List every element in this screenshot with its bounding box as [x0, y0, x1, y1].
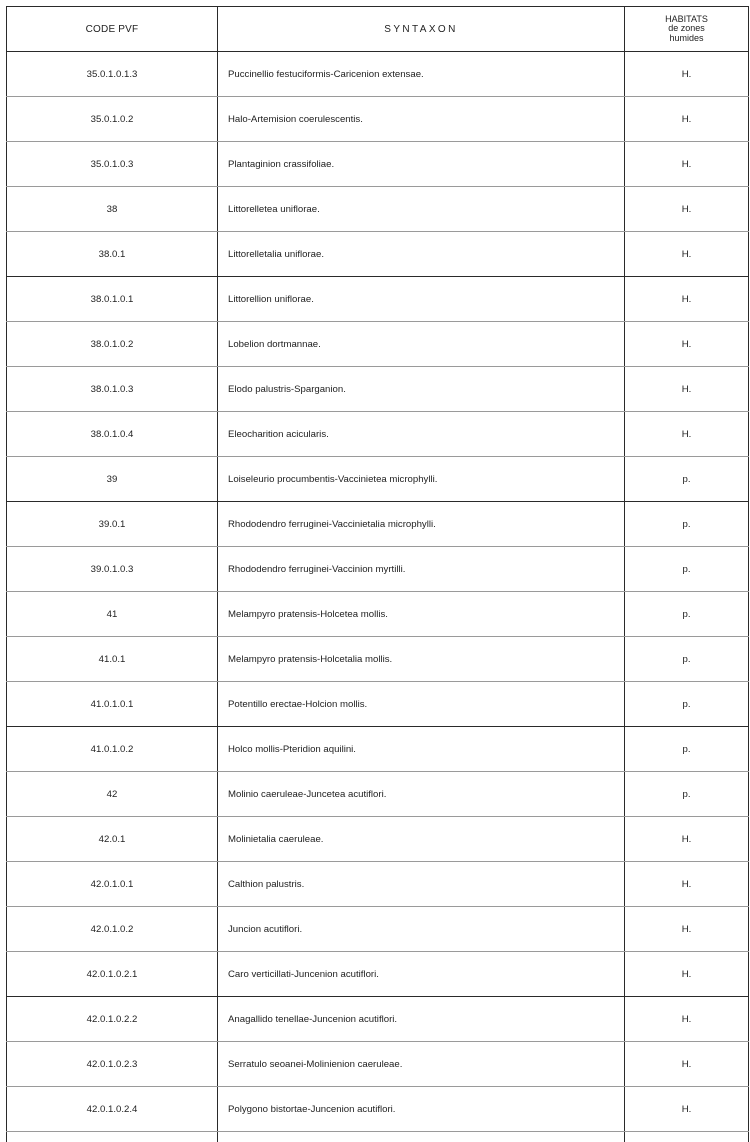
table-row: [7, 817, 749, 862]
row-code: 42.0.1.0.2.1: [7, 952, 218, 997]
row-code: 38.0.1: [7, 232, 218, 277]
table-row: [7, 1087, 749, 1132]
table-row: [7, 322, 749, 367]
row-code: 42.0.1.0.2: [7, 907, 218, 952]
row-syntaxon: Puccinellio festuciformis-Caricenion extensae.: [218, 52, 625, 97]
row-syntaxon: Molinietalia caeruleae.: [218, 817, 625, 862]
row-syntaxon: Holco mollis-Pteridion aquilini.: [218, 727, 625, 772]
table-row: [7, 727, 749, 772]
table-row: [7, 232, 749, 277]
row-syntaxon: Anagallido tenellae-Juncenion acutiflori.: [218, 997, 625, 1042]
row-syntaxon: Loiseleurio procumbentis-Vaccinietea microphylli.: [218, 457, 625, 502]
row-syntaxon: Polygono bistortae-Juncenion acutiflori.: [218, 1087, 625, 1132]
row-syntaxon: Eleocharition acicularis.: [218, 412, 625, 457]
table-row: [7, 1042, 749, 1087]
header-habitats-line2: de zones: [625, 24, 748, 34]
table-row: [7, 142, 749, 187]
row-syntaxon: Plantaginion crassifoliae.: [218, 142, 625, 187]
row-syntaxon: Rhododendro ferruginei-Vaccinietalia microphylli.: [218, 502, 625, 547]
row-code: 42.0.1: [7, 817, 218, 862]
row-habitat: H.: [625, 907, 749, 952]
row-code: 38.0.1.0.4: [7, 412, 218, 457]
table-row: [7, 772, 749, 817]
header-habitats-line3: humides: [625, 34, 748, 44]
row-syntaxon: Melampyro pratensis-Holcetea mollis.: [218, 592, 625, 637]
table-row: [7, 52, 749, 97]
table-row: [7, 97, 749, 142]
row-syntaxon: Melampyro pratensis-Holcetalia mollis.: [218, 637, 625, 682]
table-row: [7, 502, 749, 547]
row-code: 35.0.1.0.1.3: [7, 52, 218, 97]
header-habitats-line1: HABITATS: [625, 15, 748, 25]
row-habitat: p.: [625, 457, 749, 502]
row-code: 42: [7, 772, 218, 817]
row-code: 38.0.1.0.1: [7, 277, 218, 322]
row-syntaxon: Caro verticillati-Juncenion acutiflori.: [218, 952, 625, 997]
row-habitat: H.: [625, 277, 749, 322]
row-habitat: H.: [625, 997, 749, 1042]
row-habitat: p.: [625, 682, 749, 727]
row-code: 39.0.1.0.3: [7, 547, 218, 592]
row-habitat: H.: [625, 412, 749, 457]
row-syntaxon: Molinio caeruleae-Juncetea acutiflori.: [218, 772, 625, 817]
row-habitat: H.: [625, 97, 749, 142]
row-code: 41.0.1: [7, 637, 218, 682]
syntaxon-table: [6, 6, 749, 1142]
row-syntaxon: Littorellion uniflorae.: [218, 277, 625, 322]
row-syntaxon: Calthion palustris.: [218, 862, 625, 907]
table-row: [7, 547, 749, 592]
table-row-partial: [7, 1132, 749, 1142]
row-syntaxon: Halo-Artemision coerulescentis.: [218, 97, 625, 142]
table-row: [7, 412, 749, 457]
table-row: [7, 682, 749, 727]
row-code: 39.0.1: [7, 502, 218, 547]
row-habitat: p.: [625, 547, 749, 592]
table-row: [7, 592, 749, 637]
header-syntaxon: SYNTAXON: [218, 7, 625, 52]
row-habitat: p.: [625, 772, 749, 817]
row-code: 42.0.1.0.2.3: [7, 1042, 218, 1087]
row-habitat: p.: [625, 592, 749, 637]
row-syntaxon: Potentillo erectae-Holcion mollis.: [218, 682, 625, 727]
table-row: [7, 637, 749, 682]
row-code: 35.0.1.0.2: [7, 97, 218, 142]
table-row: [7, 952, 749, 997]
table-header: [7, 7, 749, 52]
row-code: 38.0.1.0.2: [7, 322, 218, 367]
row-syntaxon: Littorelletea uniflorae.: [218, 187, 625, 232]
row-syntaxon: Rhododendro ferruginei-Vaccinion myrtilli.: [218, 547, 625, 592]
row-code: 41.0.1.0.2: [7, 727, 218, 772]
row-habitat: p.: [625, 637, 749, 682]
empty-cell: [218, 1132, 625, 1142]
table-row: [7, 997, 749, 1042]
empty-cell: [625, 1132, 749, 1142]
empty-cell: [7, 1132, 218, 1142]
table-row: [7, 907, 749, 952]
row-code: 39: [7, 457, 218, 502]
row-habitat: H.: [625, 187, 749, 232]
row-habitat: H.: [625, 52, 749, 97]
row-habitat: H.: [625, 367, 749, 412]
row-syntaxon: Lobelion dortmannae.: [218, 322, 625, 367]
row-habitat: p.: [625, 727, 749, 772]
table-body: [7, 52, 749, 1142]
table-row: [7, 367, 749, 412]
row-habitat: H.: [625, 862, 749, 907]
header-code-pvf: CODE PVF: [7, 7, 218, 52]
row-syntaxon: Littorelletalia uniflorae.: [218, 232, 625, 277]
row-code: 42.0.1.0.2.2: [7, 997, 218, 1042]
row-code: 35.0.1.0.3: [7, 142, 218, 187]
row-code: 38.0.1.0.3: [7, 367, 218, 412]
table-row: [7, 862, 749, 907]
header-habitats: [625, 7, 749, 52]
table-row: [7, 187, 749, 232]
table-row: [7, 277, 749, 322]
table-row: [7, 457, 749, 502]
row-code: 41.0.1.0.1: [7, 682, 218, 727]
row-habitat: p.: [625, 502, 749, 547]
row-habitat: H.: [625, 232, 749, 277]
row-code: 42.0.1.0.1: [7, 862, 218, 907]
row-habitat: H.: [625, 952, 749, 997]
row-habitat: H.: [625, 322, 749, 367]
row-code: 42.0.1.0.2.4: [7, 1087, 218, 1132]
header-row: [7, 7, 749, 52]
row-habitat: H.: [625, 817, 749, 862]
row-syntaxon: Serratulo seoanei-Molinienion caeruleae.: [218, 1042, 625, 1087]
row-syntaxon: Juncion acutiflori.: [218, 907, 625, 952]
row-habitat: H.: [625, 142, 749, 187]
row-habitat: H.: [625, 1042, 749, 1087]
row-code: 38: [7, 187, 218, 232]
row-habitat: H.: [625, 1087, 749, 1132]
row-code: 41: [7, 592, 218, 637]
row-syntaxon: Elodo palustris-Sparganion.: [218, 367, 625, 412]
